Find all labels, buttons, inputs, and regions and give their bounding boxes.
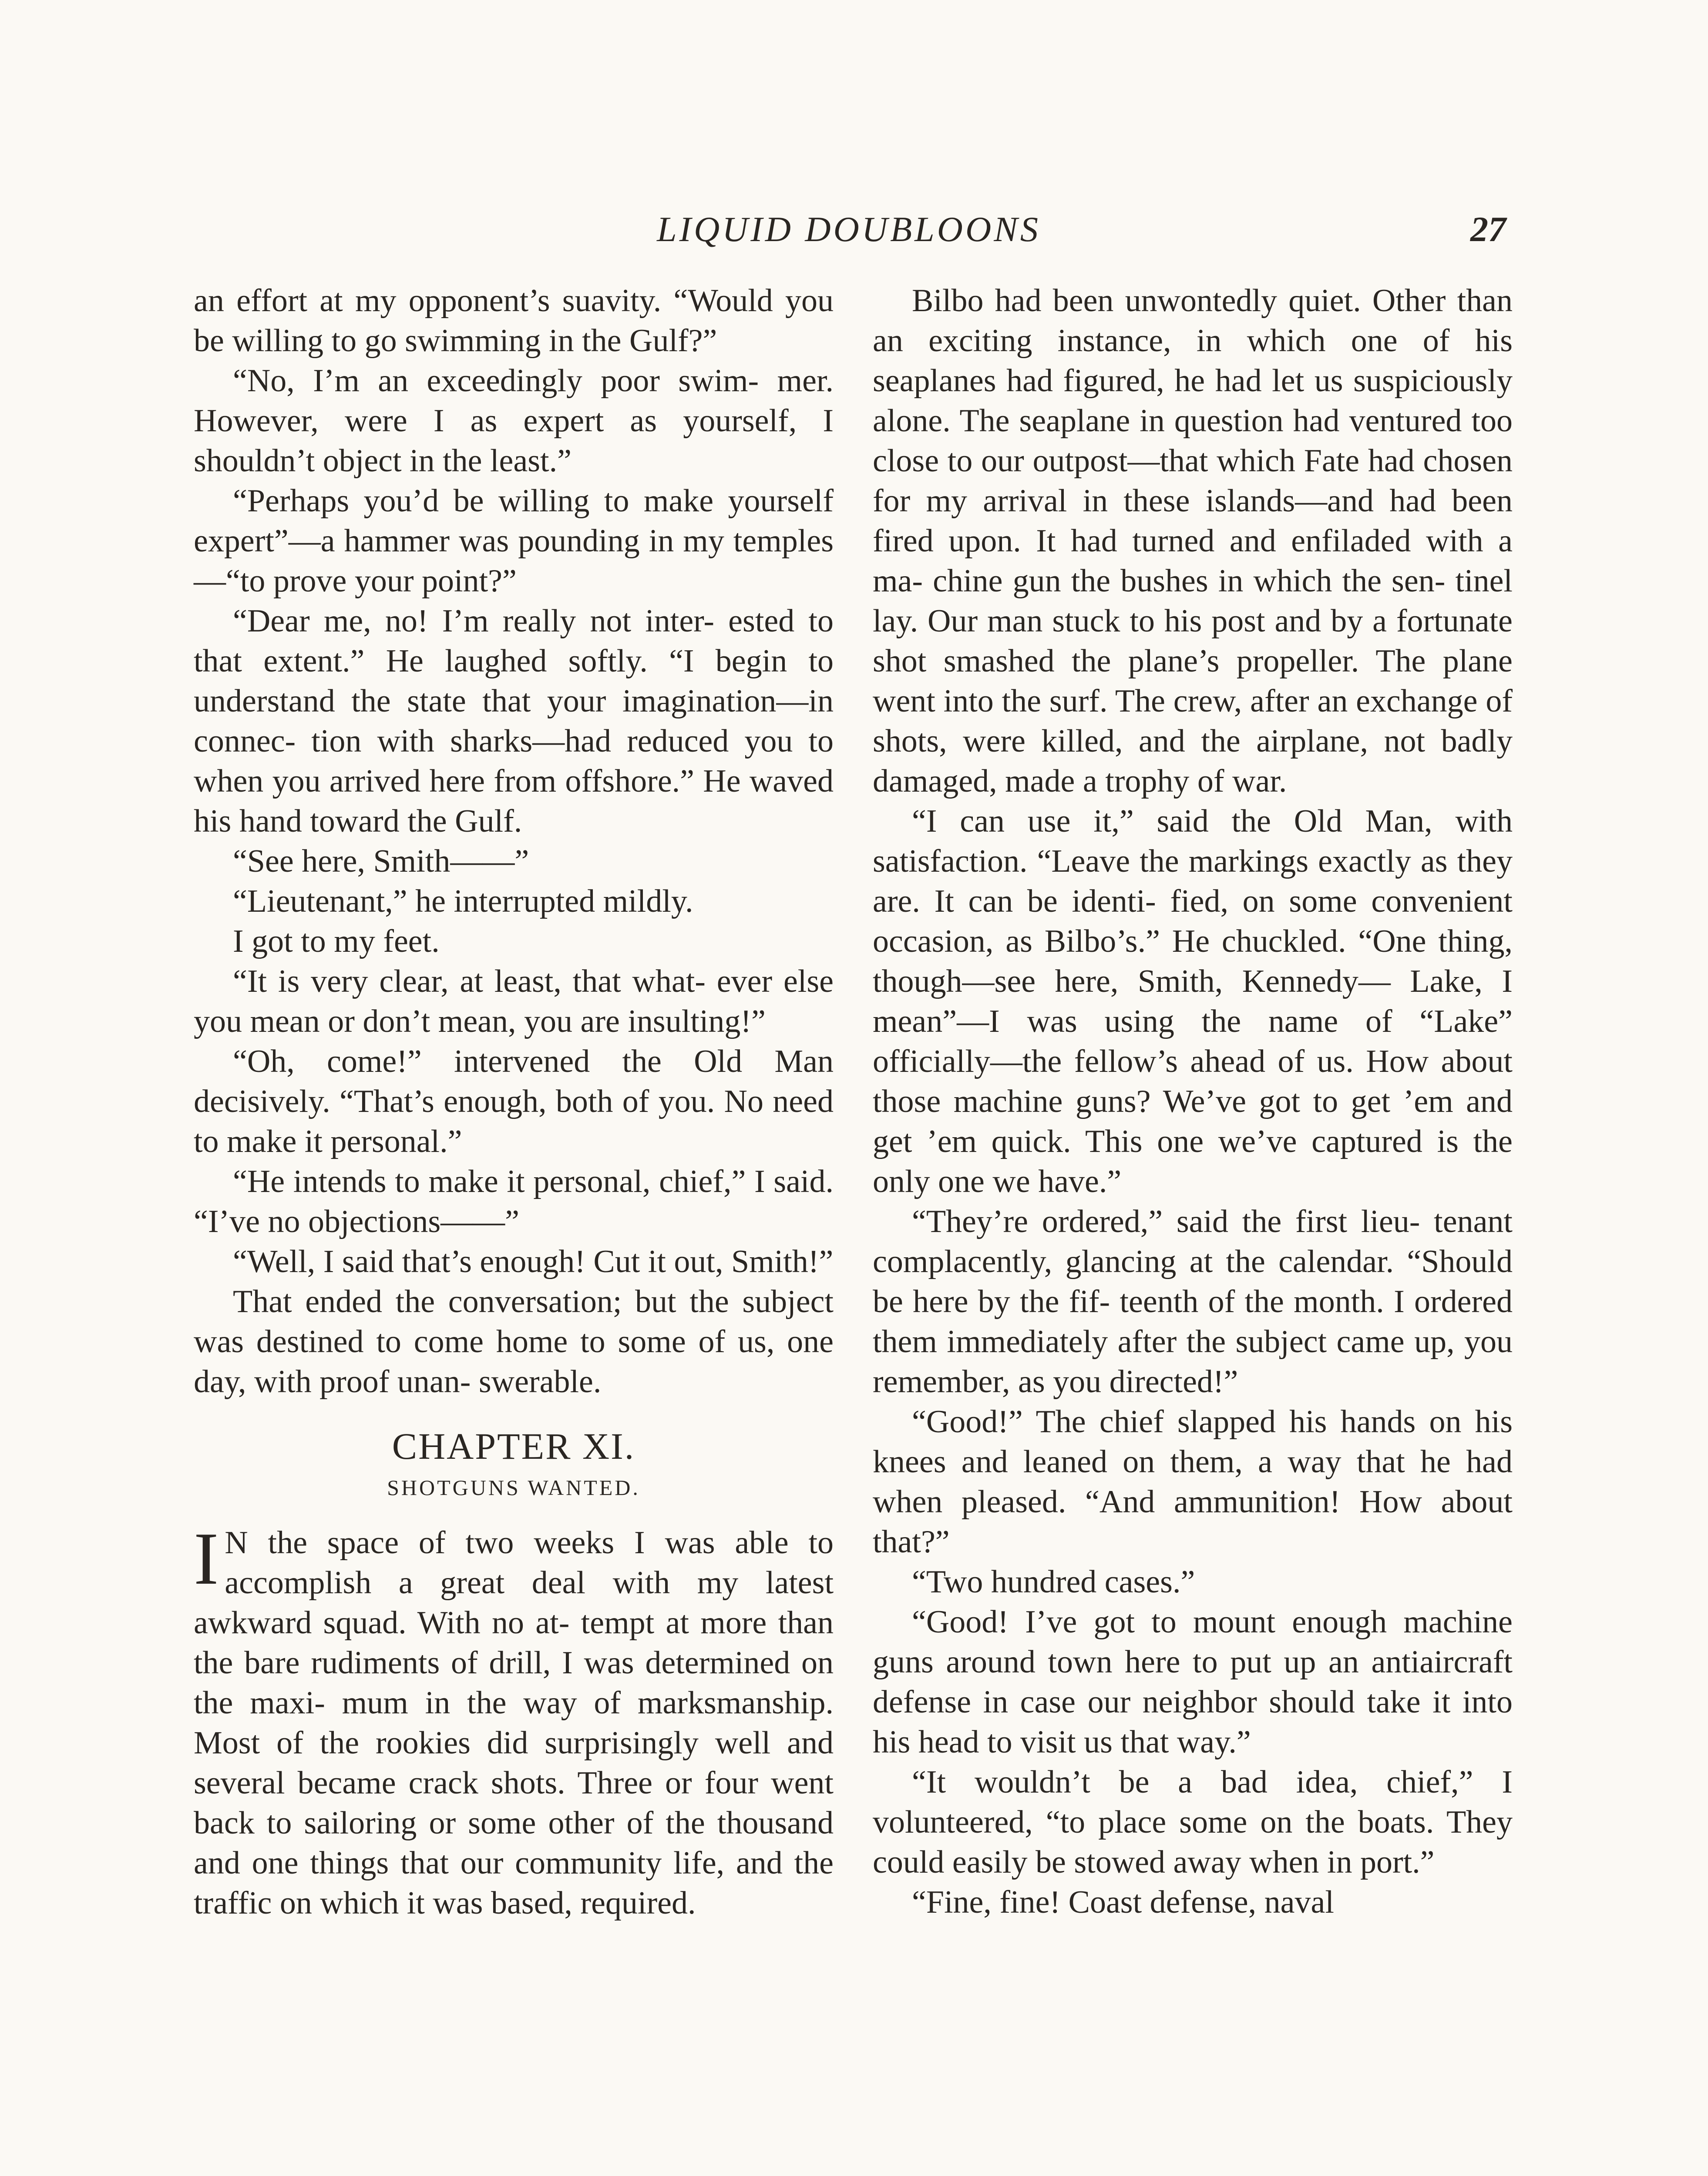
paragraph: I got to my feet. [233, 923, 440, 959]
right-column [873, 281, 1513, 1922]
paragraph: “I can use it,” said the Old Man, with satisfaction. “Leave the markings exactly as they are. It can be identi- fied, on some convenient occasion, as Bilbo’s.” He chuckled. “One thing, though—see here, Smith, Kennedy— Lake, I mean”—I was using the name of “Lake” officially—the fellow’s ahead of us. How about those machine guns? We’ve got to get ’em and get ’em quick. This one we’ve captured is the only one we have.” [873, 803, 1513, 1199]
paragraph: “It is very clear, at least, that what- ever else you mean or don’t mean, you are insulting!” [194, 964, 834, 1039]
paragraph: “Lieutenant,” he interrupted mildly. [233, 883, 693, 919]
paragraph: That ended the conversation; but the subject was destined to come home to some of us, one day, with proof unan- swerable. [194, 1284, 834, 1400]
paragraph: “Well, I said that’s enough! Cut it out, Smith!” [233, 1244, 834, 1279]
paragraph: “He intends to make it personal, chief,” I said. “I’ve no objections——” [194, 1164, 834, 1239]
chapter-subtitle: SHOTGUNS WANTED. [387, 1475, 640, 1500]
paragraph: an effort at my opponent’s suavity. “Would you be willing to go swimming in the Gulf?” [194, 283, 834, 359]
running-title: LIQUID DOUBLOONS [657, 209, 1041, 249]
paragraph: “See here, Smith——” [233, 843, 529, 879]
paragraph: Bilbo had been unwontedly quiet. Other than an exciting instance, in which one of his seaplanes had figured, he had let us suspiciously alone. The seaplane in question had ventured too close to our outpost—that which Fate had chosen for my arrival in these islands—and had been fired upon. It had turned and enfiladed with a ma- chine gun the bushes in which the sen- tinel lay. Our man stuck to his post and by a fortunate shot smashed the plane’s propeller. The plane went into the surf. The crew, after an exchange of shots, were killed, and the airplane, not badly damaged, made a trophy of war. [873, 283, 1513, 799]
paragraph: “Dear me, no! I’m really not inter- ested to that extent.” He laughed softly. “I begin to understand the state that your imagination—in connec- tion with sharks—had reduced you to when you arrived here from offshore.” He waved his hand toward the Gulf. [194, 603, 834, 839]
paragraph: “Good!” The chief slapped his hands on his knees and leaned on them, a way that he had when pleased. “And ammunition! How about that?” [873, 1404, 1513, 1560]
paragraph: “Fine, fine! Coast defense, naval [912, 1884, 1334, 1920]
running-head [192, 205, 1506, 261]
page-number: 27 [1470, 209, 1506, 249]
left-column [194, 281, 834, 1923]
paragraph: “Good! I’ve got to mount enough machine guns around town here to put up an antiaircraft defense in case our neighbor should take it into his head to visit us that way.” [873, 1604, 1513, 1760]
paragraph: “No, I’m an exceedingly poor swim- mer. However, were I as expert as yourself, I shouldn’t object in the least.” [194, 363, 834, 479]
paragraph: “Perhaps you’d be willing to make yourself expert”—a hammer was pounding in my temples—“to prove your point?” [194, 483, 834, 599]
chapter-opening-paragraph: IN the space of two weeks I was able to accomplish a great deal with my latest awkward squad. With no at- tempt at more than the bare rudiments of drill, I was determined on the maxi- mum in the way of marksmanship. Most of the rookies did surprisingly well and several became crack shots. Three or four went back to sailoring or some other of the thousand and one things that our community life, and the traffic on which it was based, required. [194, 1518, 834, 1921]
paragraph: “Two hundred cases.” [912, 1564, 1195, 1600]
chapter-heading: CHAPTER XI. [392, 1425, 635, 1467]
paragraph: “They’re ordered,” said the first lieu- tenant complacently, glancing at the calendar. “Should be here by the fif- teenth of the month. I ordered them immediately after the subject came up, you remember, as you directed!” [873, 1204, 1513, 1400]
paragraph: “Oh, come!” intervened the Old Man decisively. “That’s enough, both of you. No need to make it personal.” [194, 1044, 834, 1159]
paragraph: “It wouldn’t be a bad idea, chief,” I volunteered, “to place some on the boats. They could easily be stowed away when in port.” [873, 1764, 1513, 1880]
